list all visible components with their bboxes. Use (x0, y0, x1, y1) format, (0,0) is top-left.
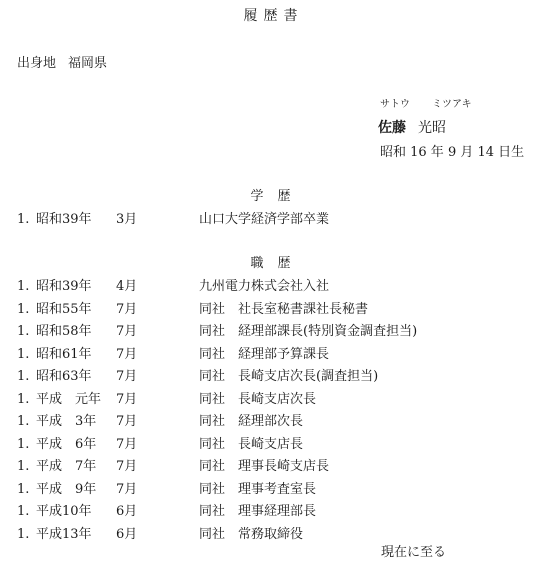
row-year: 平成 6年 (36, 436, 97, 452)
document-title: 履歴書 (243, 8, 304, 24)
row-month: 7月 (116, 324, 138, 339)
row-description: 同社 社長室秘書課社長秘書 (199, 301, 369, 317)
row-year: 昭和58年 (36, 324, 92, 339)
career-row (0, 303, 541, 319)
row-month: 7月 (116, 301, 138, 317)
row-year: 昭和39年 (36, 212, 92, 227)
row-month: 7月 (116, 481, 138, 497)
career-row (0, 393, 541, 409)
row-number: 1. (17, 504, 30, 519)
row-month: 6月 (116, 504, 138, 519)
row-number: 1. (17, 459, 30, 474)
career-row (0, 528, 541, 544)
row-year: 平成 3年 (36, 414, 97, 429)
row-description: 山口大学経済学部卒業 (199, 212, 330, 227)
row-description: 同社 経理部課長(特別資金調査担当) (199, 324, 418, 339)
career-row (0, 325, 541, 341)
row-year: 昭和55年 (36, 301, 92, 317)
row-year: 平成 7年 (36, 459, 97, 474)
career-row (0, 505, 541, 521)
name-furigana (380, 100, 472, 110)
birthplace-label: 出身地 (17, 56, 57, 71)
career-row (0, 415, 541, 431)
career-row (0, 438, 541, 454)
row-description: 同社 理事考査室長 (199, 481, 317, 497)
row-description: 同社 経理部次長 (199, 414, 304, 429)
row-year: 昭和63年 (36, 369, 92, 384)
row-number: 1. (17, 436, 30, 452)
row-description: 同社 理事経理部長 (199, 504, 317, 519)
row-month: 7月 (116, 414, 138, 429)
birthplace-value: 福岡県 (68, 56, 108, 71)
row-description: 九州電力株式会社入社 (199, 279, 330, 294)
row-number: 1. (17, 369, 30, 384)
career-heading: 職歴 (250, 256, 305, 271)
education-heading: 学歴 (250, 189, 305, 204)
row-month: 6月 (116, 526, 138, 542)
career-row (0, 280, 541, 296)
row-number: 1. (17, 481, 30, 497)
row-description: 同社 経理部予算課長 (199, 346, 330, 362)
row-description: 同社 理事長崎支店長 (199, 459, 330, 474)
row-month: 4月 (116, 279, 138, 294)
row-number: 1. (17, 391, 30, 407)
row-year: 平成 元年 (36, 391, 102, 407)
family-name: 佐藤 (378, 120, 406, 136)
birthdate: 昭和 16 年 9 月 14 日生 (380, 145, 525, 160)
given-name: 光昭 (418, 120, 446, 136)
row-number: 1. (17, 346, 30, 362)
row-description: 同社 常務取締役 (199, 526, 304, 542)
row-number: 1. (17, 526, 30, 542)
person-name (378, 121, 446, 135)
row-number: 1. (17, 212, 30, 227)
furigana-family: サトウ (380, 99, 410, 110)
row-year: 平成 9年 (36, 481, 97, 497)
current-status-note: 現在に至る (381, 545, 447, 560)
row-year: 平成13年 (36, 526, 92, 542)
career-row (0, 348, 541, 364)
row-number: 1. (17, 301, 30, 317)
career-row (0, 460, 541, 476)
career-row (0, 370, 541, 386)
row-year: 昭和39年 (36, 279, 92, 294)
birthplace (17, 57, 107, 70)
row-number: 1. (17, 324, 30, 339)
row-description: 同社 長崎支店次長 (199, 391, 317, 407)
education-row (0, 213, 541, 229)
career-row (0, 483, 541, 499)
row-month: 7月 (116, 391, 138, 407)
row-month: 7月 (116, 436, 138, 452)
row-number: 1. (17, 279, 30, 294)
row-month: 7月 (116, 346, 138, 362)
row-month: 7月 (116, 459, 138, 474)
row-description: 同社 長崎支店長 (199, 436, 304, 452)
row-year: 平成10年 (36, 504, 92, 519)
row-month: 3月 (116, 212, 138, 227)
row-month: 7月 (116, 369, 138, 384)
row-number: 1. (17, 414, 30, 429)
row-description: 同社 長崎支店次長(調査担当) (199, 369, 379, 384)
row-year: 昭和61年 (36, 346, 92, 362)
furigana-given: ミツアキ (432, 99, 472, 110)
